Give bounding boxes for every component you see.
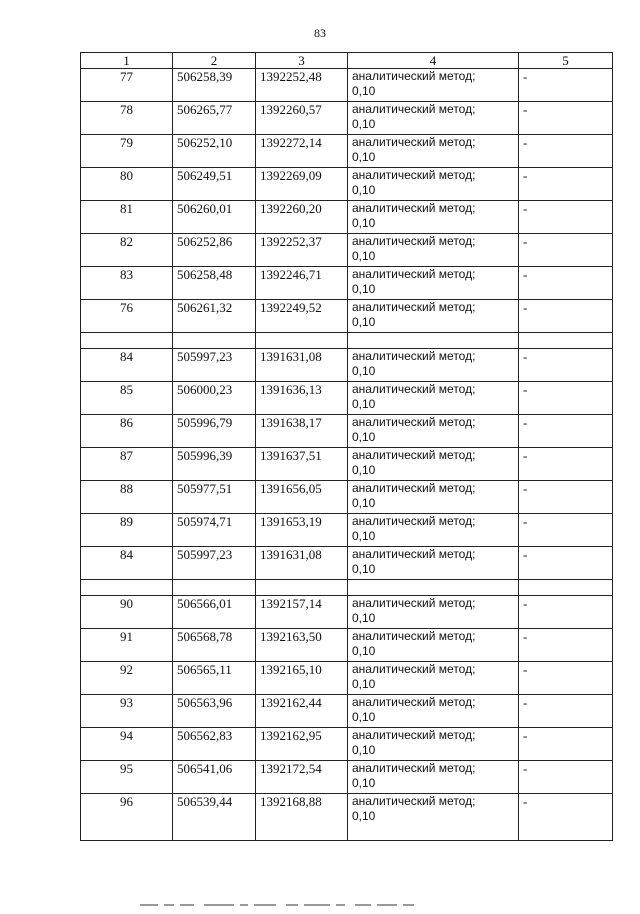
y-coordinate-cell: 1392252,37 xyxy=(256,234,348,267)
point-number-cell: 80 xyxy=(81,168,173,201)
method-cell xyxy=(348,135,519,168)
point-number-cell: 86 xyxy=(81,415,173,448)
y-coordinate-cell: 1392168,88 xyxy=(256,794,348,841)
x-coordinate-cell: 506566,01 xyxy=(173,596,256,629)
y-coordinate-cell: 1392272,14 xyxy=(256,135,348,168)
table-header xyxy=(81,53,613,69)
note-cell: - xyxy=(519,728,613,761)
x-coordinate-cell: 505996,79 xyxy=(173,415,256,448)
point-number-cell: 76 xyxy=(81,300,173,333)
x-coordinate-cell: 506252,10 xyxy=(173,135,256,168)
x-coordinate-cell: 506265,77 xyxy=(173,102,256,135)
y-coordinate-cell: 1392252,48 xyxy=(256,69,348,102)
method-cell xyxy=(348,629,519,662)
note-cell: - xyxy=(519,662,613,695)
method-name: аналитический метод; xyxy=(352,695,476,709)
table-row xyxy=(81,629,613,662)
y-coordinate-cell: 1392260,57 xyxy=(256,102,348,135)
x-coordinate-cell: 505997,23 xyxy=(173,547,256,580)
table-body xyxy=(81,69,613,841)
method-cell xyxy=(348,300,519,333)
method-name: аналитический метод; xyxy=(352,662,476,676)
method-name: аналитический метод; xyxy=(352,629,476,643)
y-coordinate-cell: 1392249,52 xyxy=(256,300,348,333)
point-number-cell: 93 xyxy=(81,695,173,728)
point-number-cell: 84 xyxy=(81,547,173,580)
y-coordinate-cell: 1391656,05 xyxy=(256,481,348,514)
table-row xyxy=(81,695,613,728)
note-cell: - xyxy=(519,300,613,333)
method-name: аналитический метод; xyxy=(352,448,476,462)
y-coordinate-cell: 1391653,19 xyxy=(256,514,348,547)
method-name: аналитический метод; xyxy=(352,382,476,396)
method-accuracy: 0,10 xyxy=(352,150,376,164)
method-cell xyxy=(348,728,519,761)
y-coordinate-cell: 1391638,17 xyxy=(256,415,348,448)
x-coordinate-cell: 506249,51 xyxy=(173,168,256,201)
note-cell: - xyxy=(519,234,613,267)
method-cell xyxy=(348,382,519,415)
method-accuracy: 0,10 xyxy=(352,809,376,823)
empty-cell xyxy=(173,580,256,596)
table-row xyxy=(81,234,613,267)
x-coordinate-cell: 506565,11 xyxy=(173,662,256,695)
x-coordinate-cell: 506568,78 xyxy=(173,629,256,662)
x-coordinate-cell: 506541,06 xyxy=(173,761,256,794)
table-row xyxy=(81,382,613,415)
table-row xyxy=(81,514,613,547)
point-number-cell: 91 xyxy=(81,629,173,662)
method-accuracy: 0,10 xyxy=(352,249,376,263)
point-number-cell: 95 xyxy=(81,761,173,794)
y-coordinate-cell: 1392172,54 xyxy=(256,761,348,794)
note-cell: - xyxy=(519,382,613,415)
x-coordinate-cell: 505974,71 xyxy=(173,514,256,547)
method-accuracy: 0,10 xyxy=(352,644,376,658)
table-row xyxy=(81,596,613,629)
method-accuracy: 0,10 xyxy=(352,611,376,625)
method-name: аналитический метод; xyxy=(352,135,476,149)
method-cell xyxy=(348,102,519,135)
method-cell xyxy=(348,695,519,728)
x-coordinate-cell: 505996,39 xyxy=(173,448,256,481)
method-cell xyxy=(348,349,519,382)
table-row xyxy=(81,300,613,333)
method-name: аналитический метод; xyxy=(352,481,476,495)
method-accuracy: 0,10 xyxy=(352,117,376,131)
method-cell xyxy=(348,234,519,267)
x-coordinate-cell: 506563,96 xyxy=(173,695,256,728)
note-cell: - xyxy=(519,135,613,168)
x-coordinate-cell: 506539,44 xyxy=(173,794,256,841)
point-number-cell: 84 xyxy=(81,349,173,382)
table-row xyxy=(81,201,613,234)
method-accuracy: 0,10 xyxy=(352,216,376,230)
method-cell xyxy=(348,448,519,481)
note-cell: - xyxy=(519,201,613,234)
y-coordinate-cell: 1392246,71 xyxy=(256,267,348,300)
method-name: аналитический метод; xyxy=(352,168,476,182)
x-coordinate-cell: 506258,39 xyxy=(173,69,256,102)
method-cell xyxy=(348,69,519,102)
header-col-3: 3 xyxy=(256,53,348,69)
y-coordinate-cell: 1392269,09 xyxy=(256,168,348,201)
method-accuracy: 0,10 xyxy=(352,776,376,790)
method-accuracy: 0,10 xyxy=(352,496,376,510)
empty-cell xyxy=(81,333,173,349)
header-col-5: 5 xyxy=(519,53,613,69)
method-accuracy: 0,10 xyxy=(352,282,376,296)
header-col-1: 1 xyxy=(81,53,173,69)
method-cell xyxy=(348,662,519,695)
x-coordinate-cell: 506562,83 xyxy=(173,728,256,761)
method-cell xyxy=(348,267,519,300)
header-col-4: 4 xyxy=(348,53,519,69)
method-accuracy: 0,10 xyxy=(352,397,376,411)
table-row xyxy=(81,448,613,481)
method-accuracy: 0,10 xyxy=(352,710,376,724)
method-accuracy: 0,10 xyxy=(352,364,376,378)
method-cell xyxy=(348,761,519,794)
table-row xyxy=(81,761,613,794)
table-row xyxy=(81,662,613,695)
empty-cell xyxy=(173,333,256,349)
method-accuracy: 0,10 xyxy=(352,562,376,576)
point-number-cell: 85 xyxy=(81,382,173,415)
point-number-cell: 94 xyxy=(81,728,173,761)
note-cell: - xyxy=(519,695,613,728)
method-name: аналитический метод; xyxy=(352,547,476,561)
point-number-cell: 87 xyxy=(81,448,173,481)
point-number-cell: 79 xyxy=(81,135,173,168)
y-coordinate-cell: 1391631,08 xyxy=(256,547,348,580)
note-cell: - xyxy=(519,547,613,580)
x-coordinate-cell: 506000,23 xyxy=(173,382,256,415)
note-cell: - xyxy=(519,629,613,662)
method-cell xyxy=(348,547,519,580)
point-number-cell: 92 xyxy=(81,662,173,695)
empty-cell xyxy=(256,580,348,596)
x-coordinate-cell: 506258,48 xyxy=(173,267,256,300)
header-row xyxy=(81,53,613,69)
separator-row xyxy=(81,333,613,349)
method-name: аналитический метод; xyxy=(352,201,476,215)
x-coordinate-cell: 505997,23 xyxy=(173,349,256,382)
method-name: аналитический метод; xyxy=(352,234,476,248)
method-name: аналитический метод; xyxy=(352,267,476,281)
method-accuracy: 0,10 xyxy=(352,183,376,197)
note-cell: - xyxy=(519,168,613,201)
method-name: аналитический метод; xyxy=(352,349,476,363)
method-accuracy: 0,10 xyxy=(352,743,376,757)
method-accuracy: 0,10 xyxy=(352,315,376,329)
table-row xyxy=(81,267,613,300)
note-cell: - xyxy=(519,761,613,794)
y-coordinate-cell: 1392157,14 xyxy=(256,596,348,629)
method-cell xyxy=(348,415,519,448)
note-cell: - xyxy=(519,514,613,547)
x-coordinate-cell: 505977,51 xyxy=(173,481,256,514)
note-cell: - xyxy=(519,794,613,841)
point-number-cell: 82 xyxy=(81,234,173,267)
y-coordinate-cell: 1391637,51 xyxy=(256,448,348,481)
y-coordinate-cell: 1392162,95 xyxy=(256,728,348,761)
note-cell: - xyxy=(519,596,613,629)
point-number-cell: 77 xyxy=(81,69,173,102)
method-accuracy: 0,10 xyxy=(352,84,376,98)
method-accuracy: 0,10 xyxy=(352,677,376,691)
point-number-cell: 88 xyxy=(81,481,173,514)
note-cell: - xyxy=(519,448,613,481)
empty-cell xyxy=(519,333,613,349)
point-number-cell: 96 xyxy=(81,794,173,841)
separator-row xyxy=(81,580,613,596)
table-row xyxy=(81,349,613,382)
empty-cell xyxy=(348,580,519,596)
empty-cell xyxy=(81,580,173,596)
method-name: аналитический метод; xyxy=(352,514,476,528)
bottom-scan-artifact xyxy=(140,896,620,900)
point-number-cell: 89 xyxy=(81,514,173,547)
y-coordinate-cell: 1392162,44 xyxy=(256,695,348,728)
method-cell xyxy=(348,794,519,841)
point-number-cell: 78 xyxy=(81,102,173,135)
table-row xyxy=(81,102,613,135)
y-coordinate-cell: 1391636,13 xyxy=(256,382,348,415)
note-cell: - xyxy=(519,481,613,514)
coordinates-table xyxy=(80,52,613,841)
y-coordinate-cell: 1392165,10 xyxy=(256,662,348,695)
method-name: аналитический метод; xyxy=(352,728,476,742)
table-row xyxy=(81,135,613,168)
note-cell: - xyxy=(519,415,613,448)
table-row xyxy=(81,481,613,514)
method-name: аналитический метод; xyxy=(352,794,476,808)
note-cell: - xyxy=(519,102,613,135)
method-accuracy: 0,10 xyxy=(352,463,376,477)
method-name: аналитический метод; xyxy=(352,300,476,314)
point-number-cell: 81 xyxy=(81,201,173,234)
method-name: аналитический метод; xyxy=(352,415,476,429)
method-cell xyxy=(348,168,519,201)
method-cell xyxy=(348,481,519,514)
empty-cell xyxy=(519,580,613,596)
table-row xyxy=(81,415,613,448)
method-name: аналитический метод; xyxy=(352,69,476,83)
empty-cell xyxy=(256,333,348,349)
method-accuracy: 0,10 xyxy=(352,430,376,444)
table-row xyxy=(81,728,613,761)
y-coordinate-cell: 1392260,20 xyxy=(256,201,348,234)
method-cell xyxy=(348,596,519,629)
header-col-2: 2 xyxy=(173,53,256,69)
note-cell: - xyxy=(519,349,613,382)
method-cell xyxy=(348,201,519,234)
method-cell xyxy=(348,514,519,547)
table-row xyxy=(81,794,613,841)
point-number-cell: 90 xyxy=(81,596,173,629)
point-number-cell: 83 xyxy=(81,267,173,300)
method-name: аналитический метод; xyxy=(352,596,476,610)
y-coordinate-cell: 1392163,50 xyxy=(256,629,348,662)
y-coordinate-cell: 1391631,08 xyxy=(256,349,348,382)
note-cell: - xyxy=(519,267,613,300)
table-row xyxy=(81,69,613,102)
method-name: аналитический метод; xyxy=(352,761,476,775)
x-coordinate-cell: 506252,86 xyxy=(173,234,256,267)
method-accuracy: 0,10 xyxy=(352,529,376,543)
table-row xyxy=(81,547,613,580)
x-coordinate-cell: 506261,32 xyxy=(173,300,256,333)
empty-cell xyxy=(348,333,519,349)
note-cell: - xyxy=(519,69,613,102)
page-number: 83 xyxy=(314,26,326,40)
method-name: аналитический метод; xyxy=(352,102,476,116)
x-coordinate-cell: 506260,01 xyxy=(173,201,256,234)
table-row xyxy=(81,168,613,201)
